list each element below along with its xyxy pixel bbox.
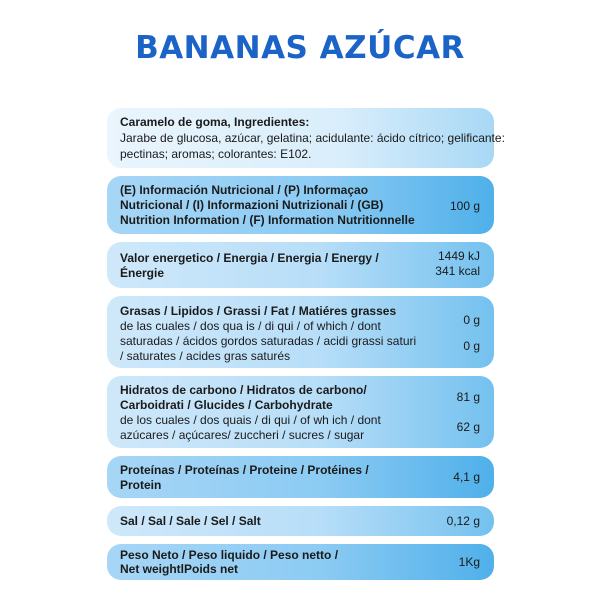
fat-sub-line-3: / saturates / acides gras saturés	[120, 349, 291, 363]
nutrition-info-value: 100 g	[449, 199, 480, 213]
net-weight-card	[107, 544, 494, 580]
energy-label-line-2: Énergie	[120, 266, 165, 280]
salt-card	[107, 506, 494, 536]
nutrition-info-line-3: Nutrition Information / (F) Information Nutritionnelle	[120, 213, 415, 227]
saturates-value: 0 g	[463, 339, 480, 353]
net-weight-value: 1Kg	[458, 555, 480, 569]
carbohydrates-heading-1: Hidratos de carbono / Hidratos de carbono/	[120, 383, 367, 397]
sugars-value: 62 g	[456, 420, 480, 434]
fat-value: 0 g	[463, 313, 480, 327]
sugars-sub-line-2: azúcares / açúcares/ zuccheri / sucres / sugar	[120, 428, 365, 442]
fat-sub-line-1: de las cuales / dos qua is / di qui / of which / dont	[120, 319, 381, 333]
fat-sub-line-2: saturadas / ácidos gordos saturadas / acidi grassi saturi	[120, 334, 417, 348]
salt-value: 0,12 g	[446, 514, 480, 528]
ingredients-card	[107, 108, 505, 168]
product-title: BANANAS AZÚCAR	[135, 30, 465, 66]
ingredients-line-2: pectinas; aromas; colorantes: E102.	[120, 147, 312, 161]
net-weight-label-line-1: Peso Neto / Peso liquido / Peso netto /	[120, 548, 339, 562]
carbohydrates-value: 81 g	[456, 390, 480, 404]
net-weight-label-line-2: Net weightlPoids net	[120, 562, 239, 576]
carbohydrates-heading-2: Carboidrati / Glucides / Carbohydrate	[120, 398, 333, 412]
nutrition-info-card	[107, 176, 494, 234]
energy-value-kj: 1449 kJ	[437, 249, 480, 263]
nutrition-info-line-2: Nutricional / (I) Informazioni Nutrizionali / (GB)	[120, 198, 384, 212]
protein-value: 4,1 g	[453, 470, 480, 484]
energy-card	[107, 242, 494, 288]
energy-value-kcal: 341 kcal	[435, 264, 480, 278]
energy-label-line-1: Valor energetico / Energia / Energia / Energy /	[120, 251, 379, 265]
sugars-sub-line-1: de los cuales / dos quais / di qui / of wh ich / dont	[120, 413, 381, 427]
protein-label-line-1: Proteínas / Proteínas / Proteine / Protéines /	[120, 463, 369, 477]
salt-label: Sal / Sal / Sale / Sel / Salt	[120, 514, 261, 528]
protein-card	[107, 456, 494, 498]
carbohydrates-card	[107, 376, 494, 448]
protein-label-line-2: Protein	[120, 478, 162, 492]
fat-card	[107, 296, 494, 368]
fat-heading: Grasas / Lipidos / Grassi / Fat / Matiéres grasses	[120, 304, 397, 318]
nutrition-info-line-1: (E) Información Nutricional / (P) Informaçao	[120, 183, 369, 197]
ingredients-heading: Caramelo de goma, Ingredientes:	[120, 115, 310, 129]
ingredients-line-1: Jarabe de glucosa, azúcar, gelatina; acidulante: ácido cítrico; gelificante:	[120, 131, 505, 145]
